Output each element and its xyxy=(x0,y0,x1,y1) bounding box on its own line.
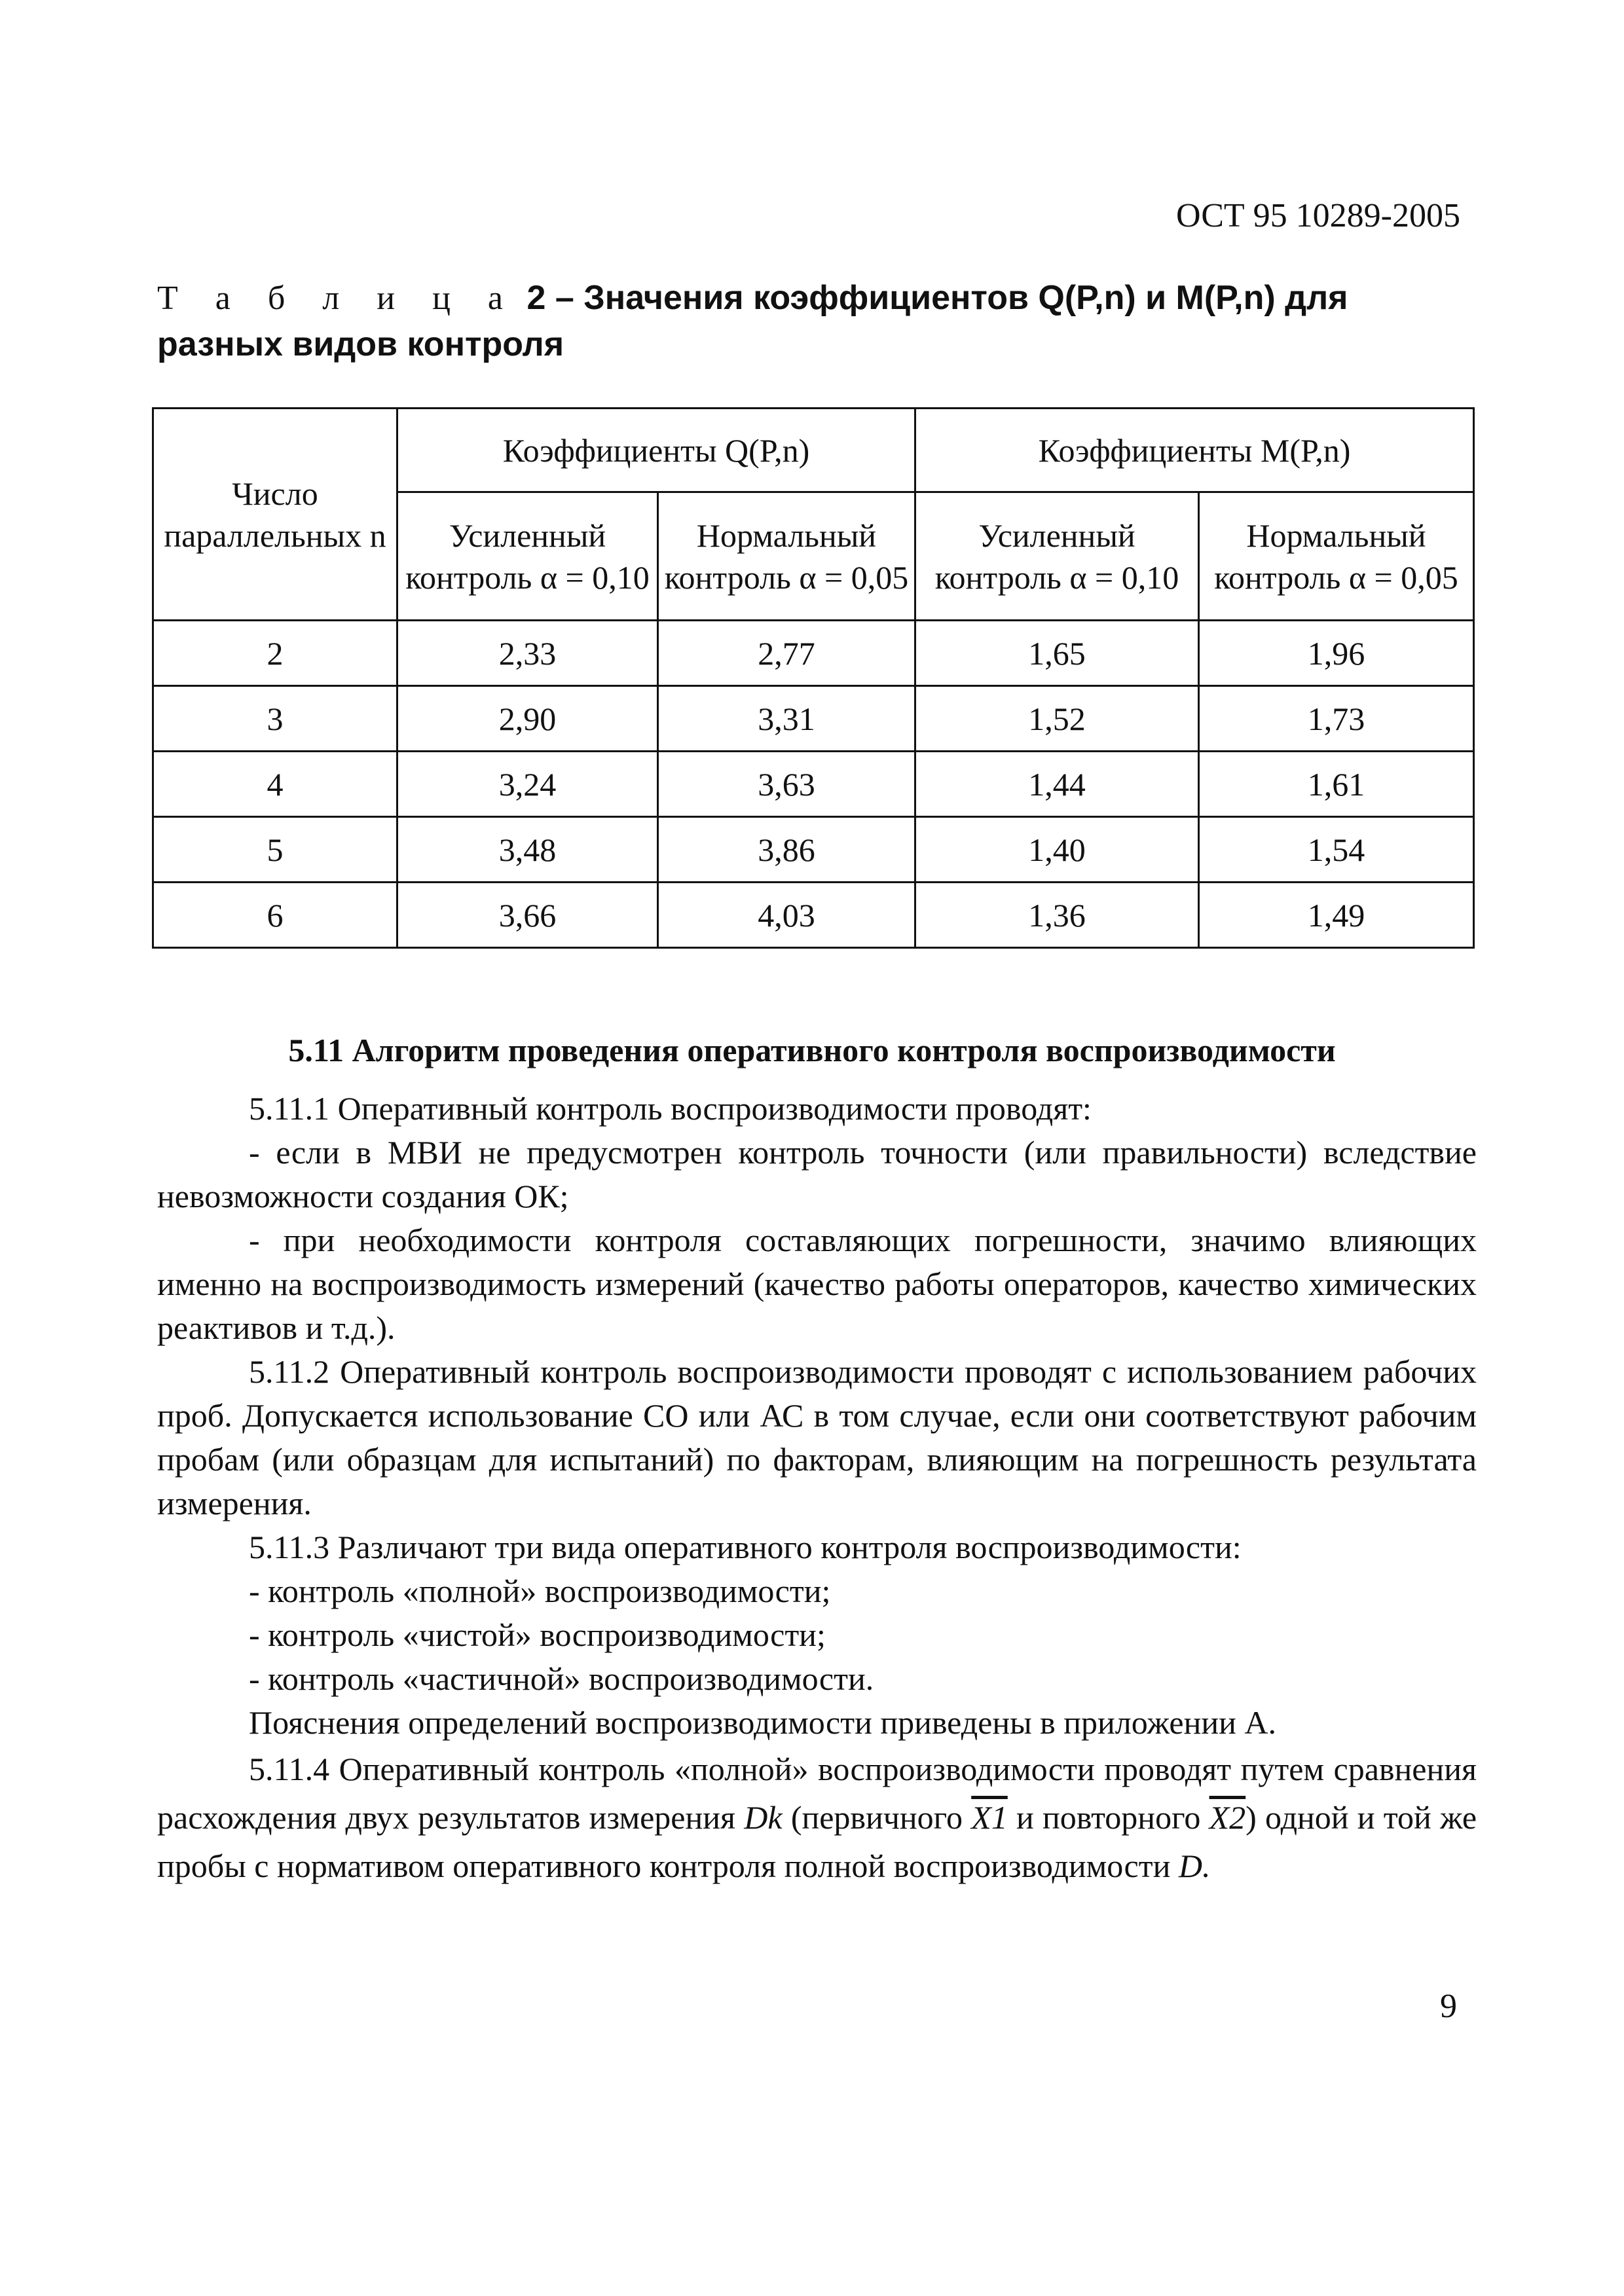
table-caption-text: 2 – Значения коэффициентов Q(P,n) и M(P,n) для разных видов контроля xyxy=(157,279,1348,363)
table-row xyxy=(153,752,1474,817)
cell: 3,63 xyxy=(658,752,915,817)
p4-text-4: ) одной и той же пробы с нормативом оперативного контроля полной воспроизводимости xyxy=(157,1799,1477,1884)
cell: 2 xyxy=(153,621,397,686)
table-row xyxy=(153,621,1474,686)
section-heading: 5.11 Алгоритм проведения оперативного контроля воспроизводимости xyxy=(288,1032,1336,1068)
table-caption-prefix: Т а б л и ц а xyxy=(157,280,517,317)
header-group-q: Коэффициенты Q(P,n) xyxy=(397,409,915,492)
paragraph: Пояснения определений воспроизводимости приведены в приложении А. xyxy=(249,1704,1276,1741)
cell: 1,40 xyxy=(915,817,1199,883)
table-row xyxy=(153,686,1474,752)
table-row xyxy=(153,817,1474,883)
cell: 1,52 xyxy=(915,686,1199,752)
p4-text-1: 5.11.4 Оперативный контроль «полной» воспроизводимости проводят путем сравнения расхождения двух результатов измерения xyxy=(157,1751,1477,1836)
p4-text-3: и повторного xyxy=(1016,1799,1201,1836)
coefficients-table xyxy=(152,407,1475,949)
table-row xyxy=(153,883,1474,948)
subheader-cell: Нормальный контроль α = 0,05 xyxy=(1199,492,1474,621)
cell: 6 xyxy=(153,883,397,948)
cell: 1,61 xyxy=(1199,752,1474,817)
cell: 1,96 xyxy=(1199,621,1474,686)
p4-text-2: (первичного xyxy=(790,1799,963,1836)
paragraph: 5.11.3 Различают три вида оперативного контроля воспроизводимости: xyxy=(249,1529,1242,1565)
paragraph: - контроль «частичной» воспроизводимости. xyxy=(249,1660,874,1697)
cell: 4 xyxy=(153,752,397,817)
cell: 2,90 xyxy=(397,686,658,752)
cell: 1,49 xyxy=(1199,883,1474,948)
cell: 2,33 xyxy=(397,621,658,686)
subheader-cell: Усиленный контроль α = 0,10 xyxy=(397,492,658,621)
paragraph: - при необходимости контроля составляющих погрешности, значимо влияющих именно на воспроизводимость измерений (качество работы операторов, качество химических реактивов и т.д.). xyxy=(157,1222,1477,1346)
paragraph: - контроль «полной» воспроизводимости; xyxy=(249,1573,831,1609)
dk-symbol: Dk xyxy=(744,1799,783,1836)
cell: 3 xyxy=(153,686,397,752)
cell: 4,03 xyxy=(658,883,915,948)
header-group-m: Коэффициенты M(P,n) xyxy=(915,409,1474,492)
paragraph: 5.11.1 Оперативный контроль воспроизводимости проводят: xyxy=(249,1090,1092,1127)
cell: 1,65 xyxy=(915,621,1199,686)
cell: 1,44 xyxy=(915,752,1199,817)
document-code: ОСТ 95 10289-2005 xyxy=(1176,197,1460,234)
cell: 5 xyxy=(153,817,397,883)
page-number: 9 xyxy=(1440,1988,1457,2025)
cell: 2,77 xyxy=(658,621,915,686)
table-caption xyxy=(157,275,1467,367)
subheader-cell: Нормальный контроль α = 0,05 xyxy=(658,492,915,621)
cell: 3,86 xyxy=(658,817,915,883)
header-n: Число параллельных n xyxy=(153,409,397,621)
subheader-cell: Усиленный контроль α = 0,10 xyxy=(915,492,1199,621)
paragraph: 5.11.2 Оперативный контроль воспроизводимости проводят с использованием рабочих проб. Допускается использование СО или АС в том случае, если они соответствуют рабочим пробам (или образцам для испытаний) по факторам, влияющим на погрешность результата измерения. xyxy=(157,1353,1477,1522)
paragraph: - контроль «чистой» воспроизводимости; xyxy=(249,1616,826,1653)
cell: 3,48 xyxy=(397,817,658,883)
cell: 3,66 xyxy=(397,883,658,948)
x2-symbol: X2 xyxy=(1209,1799,1246,1836)
section-body xyxy=(157,1087,1477,1890)
x1-symbol: X1 xyxy=(971,1799,1008,1836)
cell: 3,24 xyxy=(397,752,658,817)
paragraph xyxy=(157,1745,1477,1890)
paragraph: - если в МВИ не предусмотрен контроль точности (или правильности) вследствие невозможности создания ОК; xyxy=(157,1134,1477,1214)
cell: 3,31 xyxy=(658,686,915,752)
cell: 1,36 xyxy=(915,883,1199,948)
cell: 1,73 xyxy=(1199,686,1474,752)
d-symbol: D. xyxy=(1178,1848,1211,1884)
cell: 1,54 xyxy=(1199,817,1474,883)
